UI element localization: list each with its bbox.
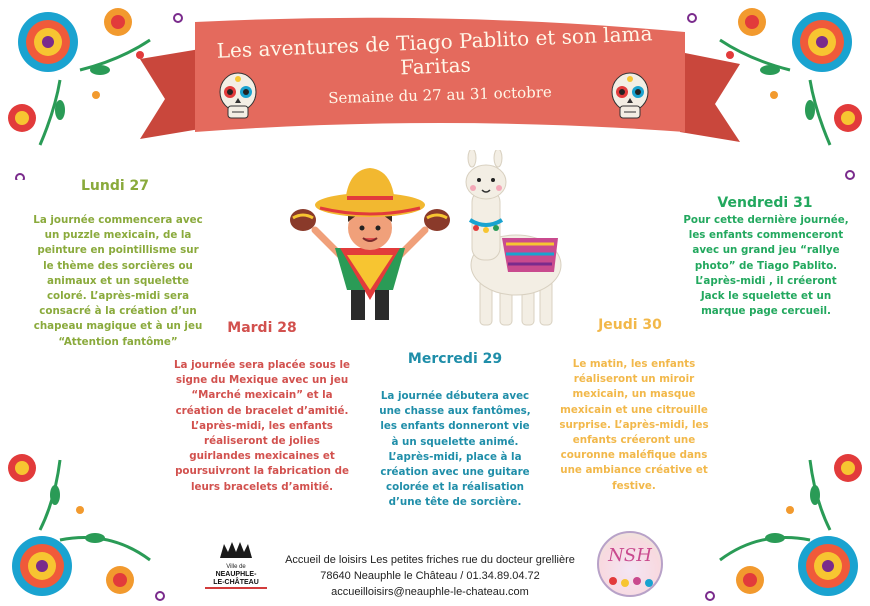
nsh-logo: [597, 531, 663, 597]
day-text-jeudi: Le matin, les enfants réaliseront un miroir mexicain, un masque mexicain et une citrouille surprise. L’après-midi, les enfants créeront une couronne maléfique dans une ambiance créative et festive.: [559, 358, 709, 492]
town-logo: [205, 540, 267, 596]
footer-line1: Accueil de loisirs Les petites friches rue du docteur grellière: [285, 554, 575, 566]
sugar-skull-icon: [610, 72, 650, 122]
flower-icon: [738, 8, 766, 36]
day-text-mercredi: La journée débutera avec une chasse aux fantômes, les enfants donneront vie à un squelette animé. L’après-midi, place à la création avec une guitare colorée et la réalisation d’une tête de sorcière.: [379, 390, 531, 509]
flower-icon: [106, 566, 134, 594]
banner-subtitle: Semaine du 27 au 31 octobre: [327, 82, 553, 108]
mexican-boy-illustration: [285, 160, 455, 325]
flower-icon: [736, 566, 764, 594]
sugar-skull-icon: [218, 72, 258, 122]
town-logo-line2: NEAUPHLE-: [215, 571, 257, 578]
llama-illustration: [450, 150, 570, 330]
flower-icon: [605, 571, 655, 591]
day-text-vendredi: Pour cette dernière journée, les enfants commenceront avec un grand jeu “rallye photo” de Tiago Pablito. L’après-midi , il créeront Jack le squelette et un marque page cercueil.: [683, 214, 849, 318]
town-logo-line1: Ville de: [226, 564, 246, 570]
day-text-mardi: La journée sera placée sous le signe du Mexique avec un jeu “Marché mexicain” et la création de bracelet d’amitié. L’après-midi, les enfants réaliseront de jolies guirlandes mexicaines et poursuivront la fabrication de leurs bracelets d’amitié.: [174, 359, 350, 493]
day-title-lundi: Lundi 27: [80, 178, 150, 194]
day-title-vendredi: Vendredi 31: [717, 195, 813, 211]
banner-title: Les aventures de Tiago Pablito et son lama Faritas: [216, 21, 653, 80]
floral-decoration-bottom-left: [0, 420, 190, 606]
footer-line2: 78640 Neauphle le Château / 01.34.89.04.72: [320, 570, 540, 582]
flower-icon: [834, 454, 862, 482]
footer-address: [270, 552, 590, 600]
flower-icon: [8, 454, 36, 482]
nsh-logo-text: NSH: [608, 545, 652, 566]
footer-line3: accueilloisirs@neauphle-le-chateau.com: [331, 586, 529, 598]
day-text-lundi: La journée commencera avec un puzzle mexicain, de la peinture en pointillisme sur le thème des sorcières ou animaux et un squelette coloré. L’après-midi sera consacré à la création d’un chapeau magique et à un jeu “Attention fantôme”: [33, 214, 203, 348]
flower-icon: [104, 8, 132, 36]
flower-icon: [18, 12, 78, 72]
flower-icon: [834, 104, 862, 132]
town-logo-line3: LE-CHÂTEAU: [205, 579, 267, 589]
day-title-mardi: Mardi 28: [227, 320, 297, 336]
flower-icon: [8, 104, 36, 132]
flower-icon: [798, 536, 858, 596]
day-title-mercredi: Mercredi 29: [407, 351, 503, 367]
flower-icon: [792, 12, 852, 72]
flower-icon: [12, 536, 72, 596]
coat-of-arms-icon: [216, 540, 256, 560]
day-title-jeudi: Jeudi 30: [598, 317, 662, 333]
